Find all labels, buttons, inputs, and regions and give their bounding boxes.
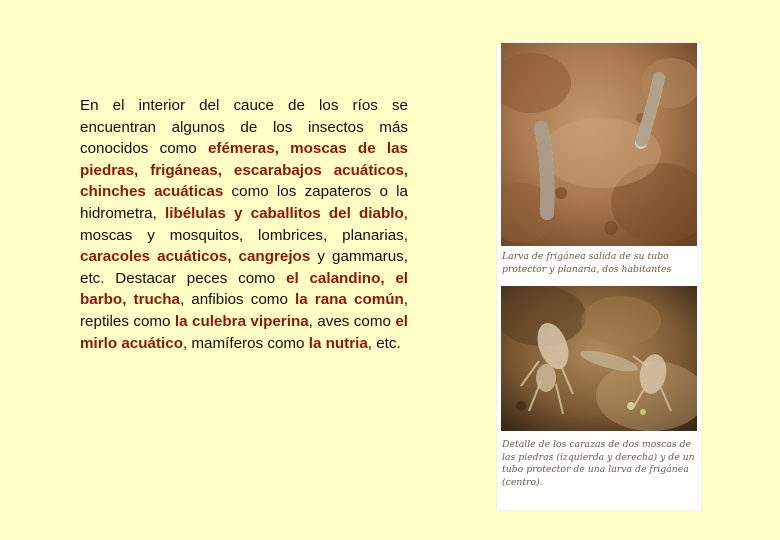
text-run: , aves como bbox=[308, 312, 396, 330]
text-run: En el interior del cauce de los ríos se encuentran algunos de los insectos más conocidos como bbox=[80, 97, 408, 158]
highlight-fish: el calandino, el barbo, trucha bbox=[80, 269, 408, 309]
highlight-dragonflies: libélulas y caballitos del diablo bbox=[165, 204, 404, 222]
text-run: , moscas y mosquitos, lombrices, planarias, bbox=[80, 204, 408, 244]
text-run: , reptiles como bbox=[80, 291, 409, 330]
highlight-snails-crabs: caracoles acuáticos, cangrejos bbox=[80, 248, 311, 266]
figure-panel bbox=[497, 43, 701, 510]
text-run: , etc. bbox=[367, 334, 401, 352]
highlight-insects: efémeras, moscas de las piedras, frigáneas, escarabajos acuáticos, chinches acuáticas bbox=[80, 140, 408, 201]
text-run: como los zapateros o la hidrometra, bbox=[80, 183, 408, 222]
stonefly-cases-photo bbox=[501, 286, 697, 431]
highlight-bird: el mirlo acuático bbox=[80, 312, 408, 352]
text-run: y gammarus, etc. Destacar peces como bbox=[80, 248, 408, 287]
highlight-reptile: la culebra viperina bbox=[174, 312, 309, 330]
highlight-mammal: la nutria bbox=[308, 334, 368, 352]
photo-caption: Larva de frigánea salida de su tubo protector y planaria, dos habitantes bbox=[502, 251, 672, 275]
text-run: , anfibios como bbox=[179, 291, 296, 309]
body-paragraph bbox=[80, 95, 408, 354]
text-run: , mamíferos como bbox=[182, 334, 309, 352]
highlight-amphibian: la rana común bbox=[295, 291, 404, 309]
photo-caption: Detalle de los carazas de dos moscas de las piedras (izquierda y derecha) y de un tubo protector de una larva de frigánea (centro). bbox=[502, 439, 695, 488]
caddisfly-larva-photo bbox=[501, 43, 697, 246]
